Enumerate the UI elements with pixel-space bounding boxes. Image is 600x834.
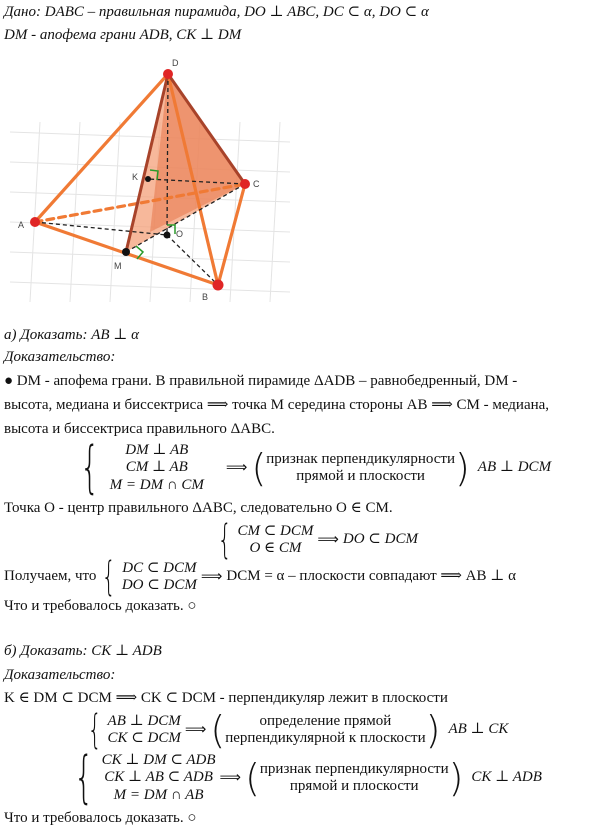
label-a: A [18, 220, 25, 230]
part-b-proof-title: Доказательство: [4, 667, 116, 683]
part-a-para-3: высота и биссектриса правильного ΔABC. [4, 421, 275, 437]
sys-row: AB ⊥ DCM [107, 712, 181, 729]
point-d [163, 69, 173, 79]
part-b-system-1 [82, 707, 509, 753]
sys-row: M = DM ∩ AB [113, 786, 204, 803]
given-line-1: Дано: DABC – правильная пирамида, DO ⊥ ABC, DC ⊂ α, DO ⊂ α [4, 4, 429, 20]
sys-row: O ∈ CM [249, 540, 302, 556]
left-brace: { [87, 707, 102, 753]
part-a-system-3 [4, 554, 516, 600]
label-o: O [176, 229, 184, 239]
left-brace: { [74, 745, 94, 810]
left-paren: ( [245, 756, 260, 800]
label-c: C [253, 179, 260, 189]
point-b [213, 280, 224, 291]
implies-arrow: ⟹ [219, 768, 242, 787]
left-paren: ( [210, 708, 226, 752]
reason-line: прямой и плоскости [289, 778, 419, 794]
result: DO ⊂ DCM [342, 531, 418, 548]
implies-arrow: ⟹ [225, 458, 248, 477]
sys-row: DC ⊂ DCM [122, 559, 197, 576]
reason-line: признак перпендикулярности [266, 450, 455, 467]
sys-row: CK ⊂ DCM [107, 730, 181, 746]
pyramid-figure [0, 52, 300, 312]
given-line-2: DM - апофема грани ADB, CK ⊥ DM [4, 27, 242, 43]
part-a-proof-title: Доказательство: [4, 349, 116, 365]
right-paren: ) [454, 446, 470, 490]
reason-line: определение прямой [259, 712, 392, 729]
sys-row: CM ⊂ DCM [237, 522, 314, 539]
sys-row: CM ⊥ AB [125, 459, 188, 476]
result: AB ⊥ CK [448, 721, 509, 738]
result: DCM = α – плоскости совпадают ⟹ AB ⊥ α [226, 568, 516, 585]
result: AB ⊥ DCM [477, 459, 552, 476]
part-b-task: б) Доказать: CK ⊥ ADB [4, 643, 162, 659]
left-brace: { [217, 517, 232, 563]
sys-row: M = DM ∩ CM [109, 476, 204, 493]
sys-row: DO ⊂ DCM [121, 577, 197, 593]
part-a-para-4: Точка O - центр правильного ΔABC, следовательно O ∈ CM. [4, 500, 393, 516]
reason-line: перпендикулярной к плоскости [225, 730, 426, 746]
part-b-qed: Что и требовалось доказать. ○ [4, 810, 197, 826]
prefix: Получаем, что [4, 568, 97, 585]
left-brace: { [102, 554, 117, 600]
part-b-para-1: K ∈ DM ⊂ DCM ⟹ CK ⊂ DCM - перпендикуляр лежит в плоскости [4, 690, 448, 706]
reason-line: прямой и плоскости [296, 468, 425, 484]
right-paren: ) [425, 708, 441, 752]
label-k: K [132, 172, 139, 182]
point-m [122, 248, 130, 256]
label-m: M [114, 261, 122, 271]
part-a-task: а) Доказать: AB ⊥ α [4, 327, 139, 343]
left-paren: ( [251, 446, 267, 490]
implies-arrow: ⟹ [200, 567, 223, 586]
sys-row: DM ⊥ AB [125, 442, 189, 459]
right-paren: ) [448, 756, 464, 800]
label-b: B [202, 292, 209, 302]
implies-arrow: ⟹ [184, 720, 207, 739]
sys-row: CK ⊥ DM ⊂ ADB [101, 752, 216, 769]
part-a-qed: Что и требовалось доказать. ○ [4, 598, 197, 614]
part-a-system-2 [212, 517, 418, 563]
sys-row: CK ⊥ AB ⊂ ADB [104, 769, 213, 786]
point-o [164, 232, 171, 239]
reason-line: признак перпендикулярности [259, 760, 449, 777]
implies-arrow: ⟹ [317, 530, 339, 549]
label-d: D [172, 58, 179, 68]
part-a-para-1: ● DM - апофема грани. В правильной пирамиде ΔADB – равнобедренный, DM - [4, 373, 518, 389]
left-brace: { [80, 435, 100, 500]
part-b-system-2 [66, 745, 542, 810]
result: CK ⊥ ADB [471, 769, 542, 786]
point-k [145, 176, 151, 182]
part-a-para-2: высота, медиана и биссектриса ⟹ точка M середина стороны AB ⟹ CM - медиана, [4, 397, 550, 413]
point-c [240, 179, 250, 189]
part-a-system-1 [72, 435, 552, 500]
point-a [30, 217, 40, 227]
